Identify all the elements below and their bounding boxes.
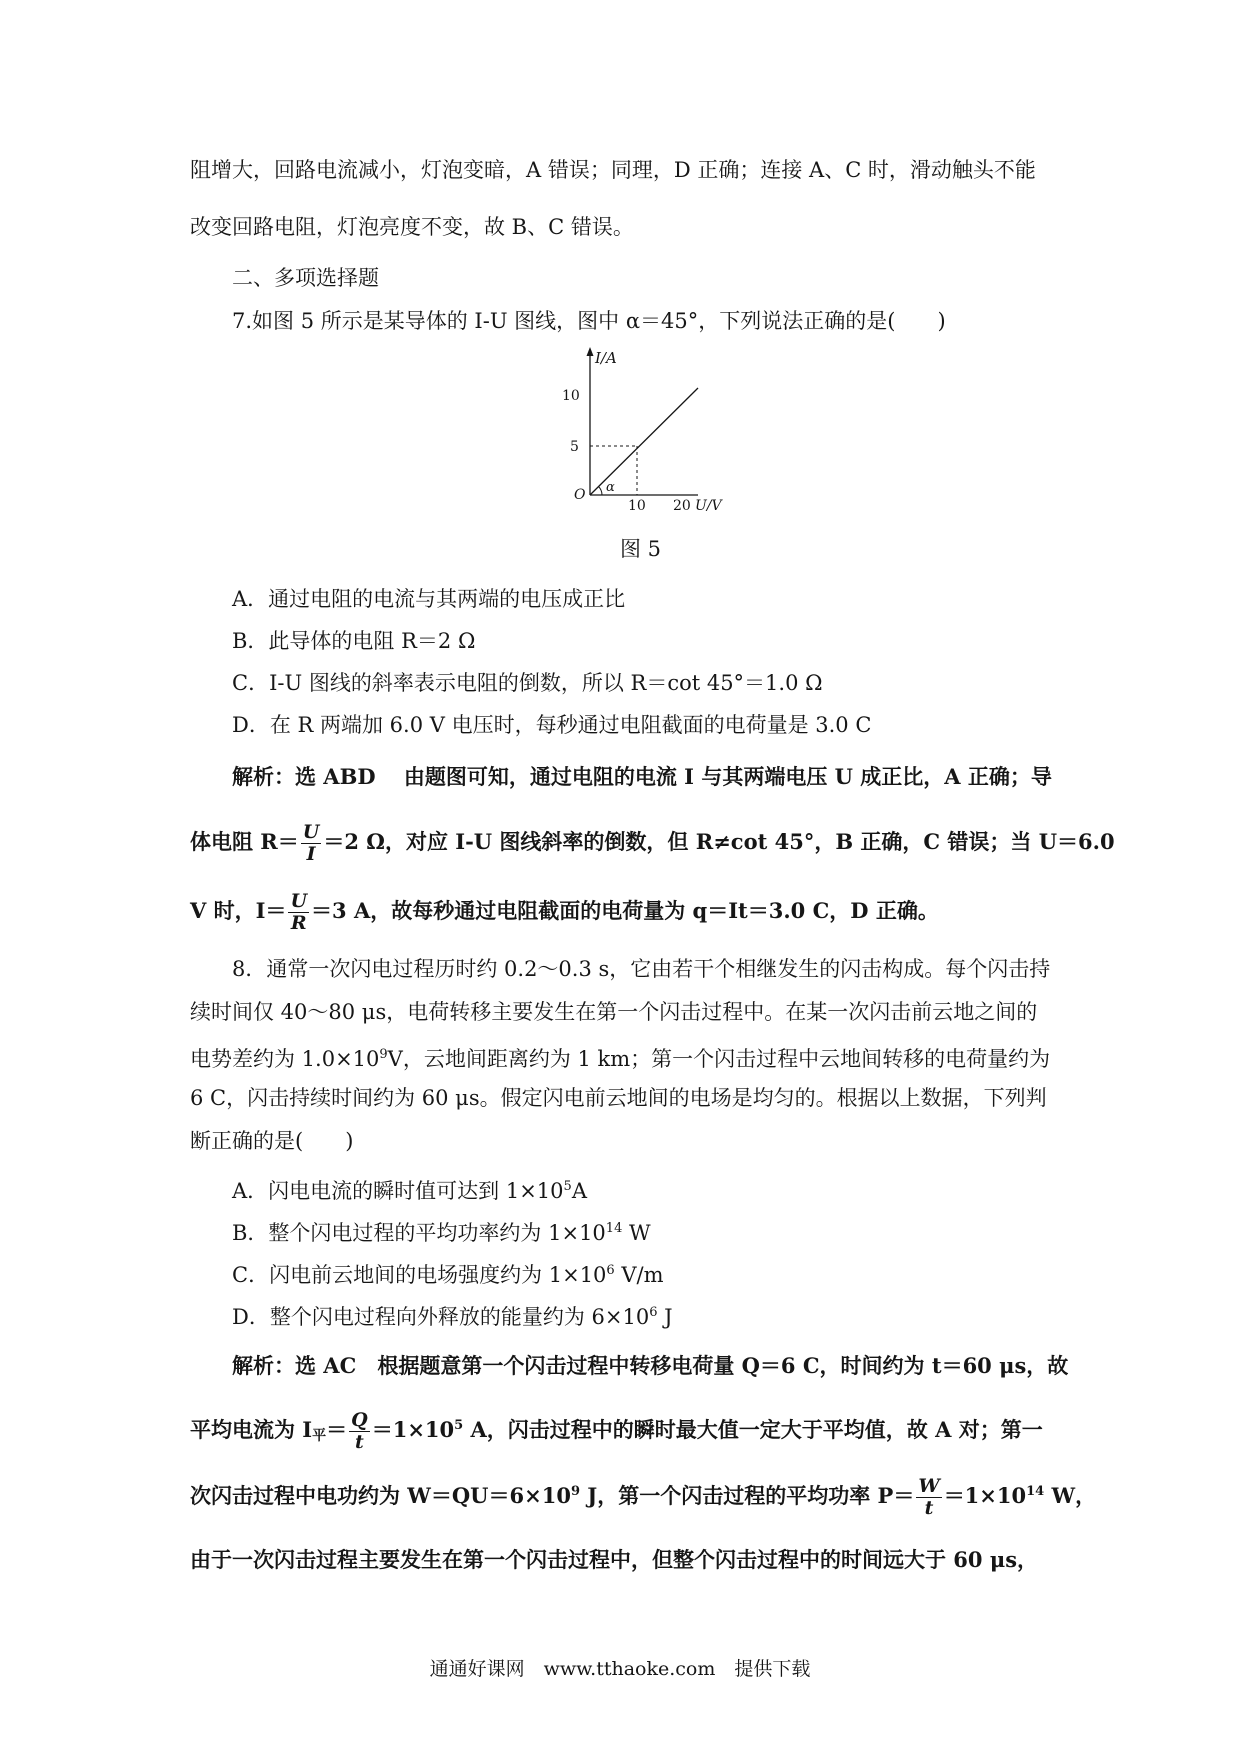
fraction-numerator: W (918, 1475, 940, 1497)
option-c (232, 1257, 664, 1289)
x-tick-label: 10 (628, 498, 646, 514)
option-text: D．整个闪电过程向外释放的能量约为 6×10 (232, 1305, 650, 1329)
option-text: J (657, 1305, 673, 1329)
fraction-denominator: t (355, 1431, 364, 1453)
exponent: 5 (563, 1179, 572, 1194)
solution-text: ＝1×10 (371, 1417, 455, 1442)
option-text: V/m (614, 1263, 664, 1287)
exponent: 9 (570, 1484, 580, 1499)
solution-line: 由于一次闪击过程主要发生在第一个闪击过程中，但整个闪击过程中的时间远大于 60 μs， (190, 1547, 1039, 1572)
option-text: A (571, 1179, 587, 1203)
option-d: D．在 R 两端加 6.0 V 电压时，每秒通过电阻截面的电荷量是 3.0 C (232, 713, 872, 737)
y-axis-arrow (587, 347, 594, 356)
option-text: B．整个闪电过程的平均功率约为 1×10 (232, 1221, 606, 1245)
option-text: W (622, 1221, 651, 1245)
subscript: 平 (312, 1428, 327, 1444)
solution-text: 体电阻 R＝ (190, 829, 299, 854)
exponent: 14 (1026, 1484, 1045, 1499)
solution-text: J，第一个闪击过程的平均功率 P＝ (579, 1483, 915, 1508)
exponent: 6 (606, 1263, 615, 1278)
question-8-stem: 断正确的是( ) (190, 1129, 354, 1153)
option-text: A．闪电电流的瞬时值可达到 1×10 (232, 1179, 564, 1203)
y-axis-label: I/A (595, 349, 617, 367)
fraction-u-over-i (301, 822, 322, 865)
solution-text: ＝ (326, 1417, 348, 1442)
question-8-stem (190, 1041, 1050, 1073)
fraction-denominator: R (290, 912, 307, 934)
solution-line (190, 1476, 1096, 1519)
exponent: 6 (649, 1305, 658, 1320)
solution-text: ＝3 A，故每秒通过电阻截面的电荷量为 q＝It＝3.0 C，D 正确。 (311, 898, 939, 923)
section-heading: 二、多项选择题 (232, 266, 379, 290)
x-axis-label: U/V (695, 498, 722, 514)
exponent: 5 (454, 1418, 464, 1433)
fraction-numerator: U (302, 821, 320, 843)
option-a: A．通过电阻的电流与其两端的电压成正比 (232, 587, 626, 611)
solution-text: ＝2 Ω，对应 I-U 图线斜率的倒数，但 R≠cot 45°，B 正确，C 错误；当 U＝6.0 (323, 829, 1115, 854)
iu-line (590, 388, 698, 495)
solution-text: 次闪击过程中电功约为 W＝QU＝6×10 (190, 1483, 571, 1508)
angle-label: α (606, 480, 615, 495)
question-8-stem: 8．通常一次闪电过程历时约 0.2～0.3 s，它由若干个相继发生的闪击构成。每个闪击持 (232, 957, 1051, 981)
question-7-stem: 7.如图 5 所示是某导体的 I-U 图线，图中 α＝45°，下列说法正确的是( ) (232, 309, 946, 333)
x-tick-label: 20 (673, 498, 691, 514)
solution-line (190, 891, 939, 934)
page-footer: 通通好课网 www.tthaoke.com 提供下载 (429, 1658, 811, 1680)
question-8-stem: 6 C，闪击持续时间约为 60 μs。假定闪电前云地间的电场是均匀的。根据以上数据，下列判 (190, 1086, 1047, 1110)
option-b: B．此导体的电阻 R＝2 Ω (232, 629, 476, 653)
figure-caption: 图 5 (620, 537, 662, 561)
solution-text: W， (1044, 1483, 1097, 1508)
solution-line: 解析：选 ABD 由题图可知，通过电阻的电流 I 与其两端电压 U 成正比，A 正确；导 (232, 764, 1052, 789)
solution-text: V 时，I＝ (190, 898, 287, 923)
fraction-numerator: U (290, 890, 308, 912)
y-tick-label: 10 (562, 388, 580, 404)
fraction-denominator: t (924, 1497, 934, 1519)
option-c: C．I-U 图线的斜率表示电阻的倒数，所以 R＝cot 45°＝1.0 Ω (232, 671, 823, 695)
stem-text: V，云地间距离约为 1 km；第一个闪击过程中云地间转移的电荷量约为 (387, 1047, 1051, 1071)
fraction-numerator: Q (351, 1409, 368, 1431)
fraction-w-over-t (916, 1476, 941, 1519)
option-d (232, 1299, 673, 1331)
iu-graph-figure (550, 345, 750, 515)
solution-line (190, 1410, 1043, 1453)
exponent: 14 (605, 1221, 623, 1236)
y-tick-label: 5 (570, 439, 579, 455)
question-8-stem: 续时间仅 40～80 μs，电荷转移主要发生在第一个闪击过程中。在某一次闪击前云地之间的 (190, 1000, 1038, 1024)
fraction-u-over-r (288, 891, 309, 934)
fraction-q-over-t (349, 1410, 370, 1453)
solution-text: A，闪击过程中的瞬时最大值一定大于平均值，故 A 对；第一 (463, 1417, 1043, 1442)
solution-line: 解析：选 AC 根据题意第一个闪击过程中转移电荷量 Q＝6 C，时间约为 t＝60 μs，故 (232, 1353, 1069, 1378)
solution-text: 平均电流为 I (190, 1417, 313, 1442)
option-a (232, 1173, 587, 1205)
solution-line (190, 822, 1115, 865)
fraction-denominator: I (306, 843, 316, 865)
exponent: 9 (379, 1047, 388, 1062)
option-b (232, 1215, 651, 1247)
angle-arc (599, 487, 603, 496)
text-line: 改变回路电阻，灯泡亮度不变，故 B、C 错误。 (190, 215, 634, 239)
solution-text: ＝1×10 (943, 1483, 1027, 1508)
option-text: C．闪电前云地间的电场强度约为 1×10 (232, 1263, 607, 1287)
stem-text: 电势差约为 1.0×10 (190, 1047, 380, 1071)
text-line: 阻增大，回路电流减小，灯泡变暗，A 错误；同理，D 正确；连接 A、C 时，滑动触头不能 (190, 158, 1036, 182)
origin-label: O (574, 487, 586, 503)
